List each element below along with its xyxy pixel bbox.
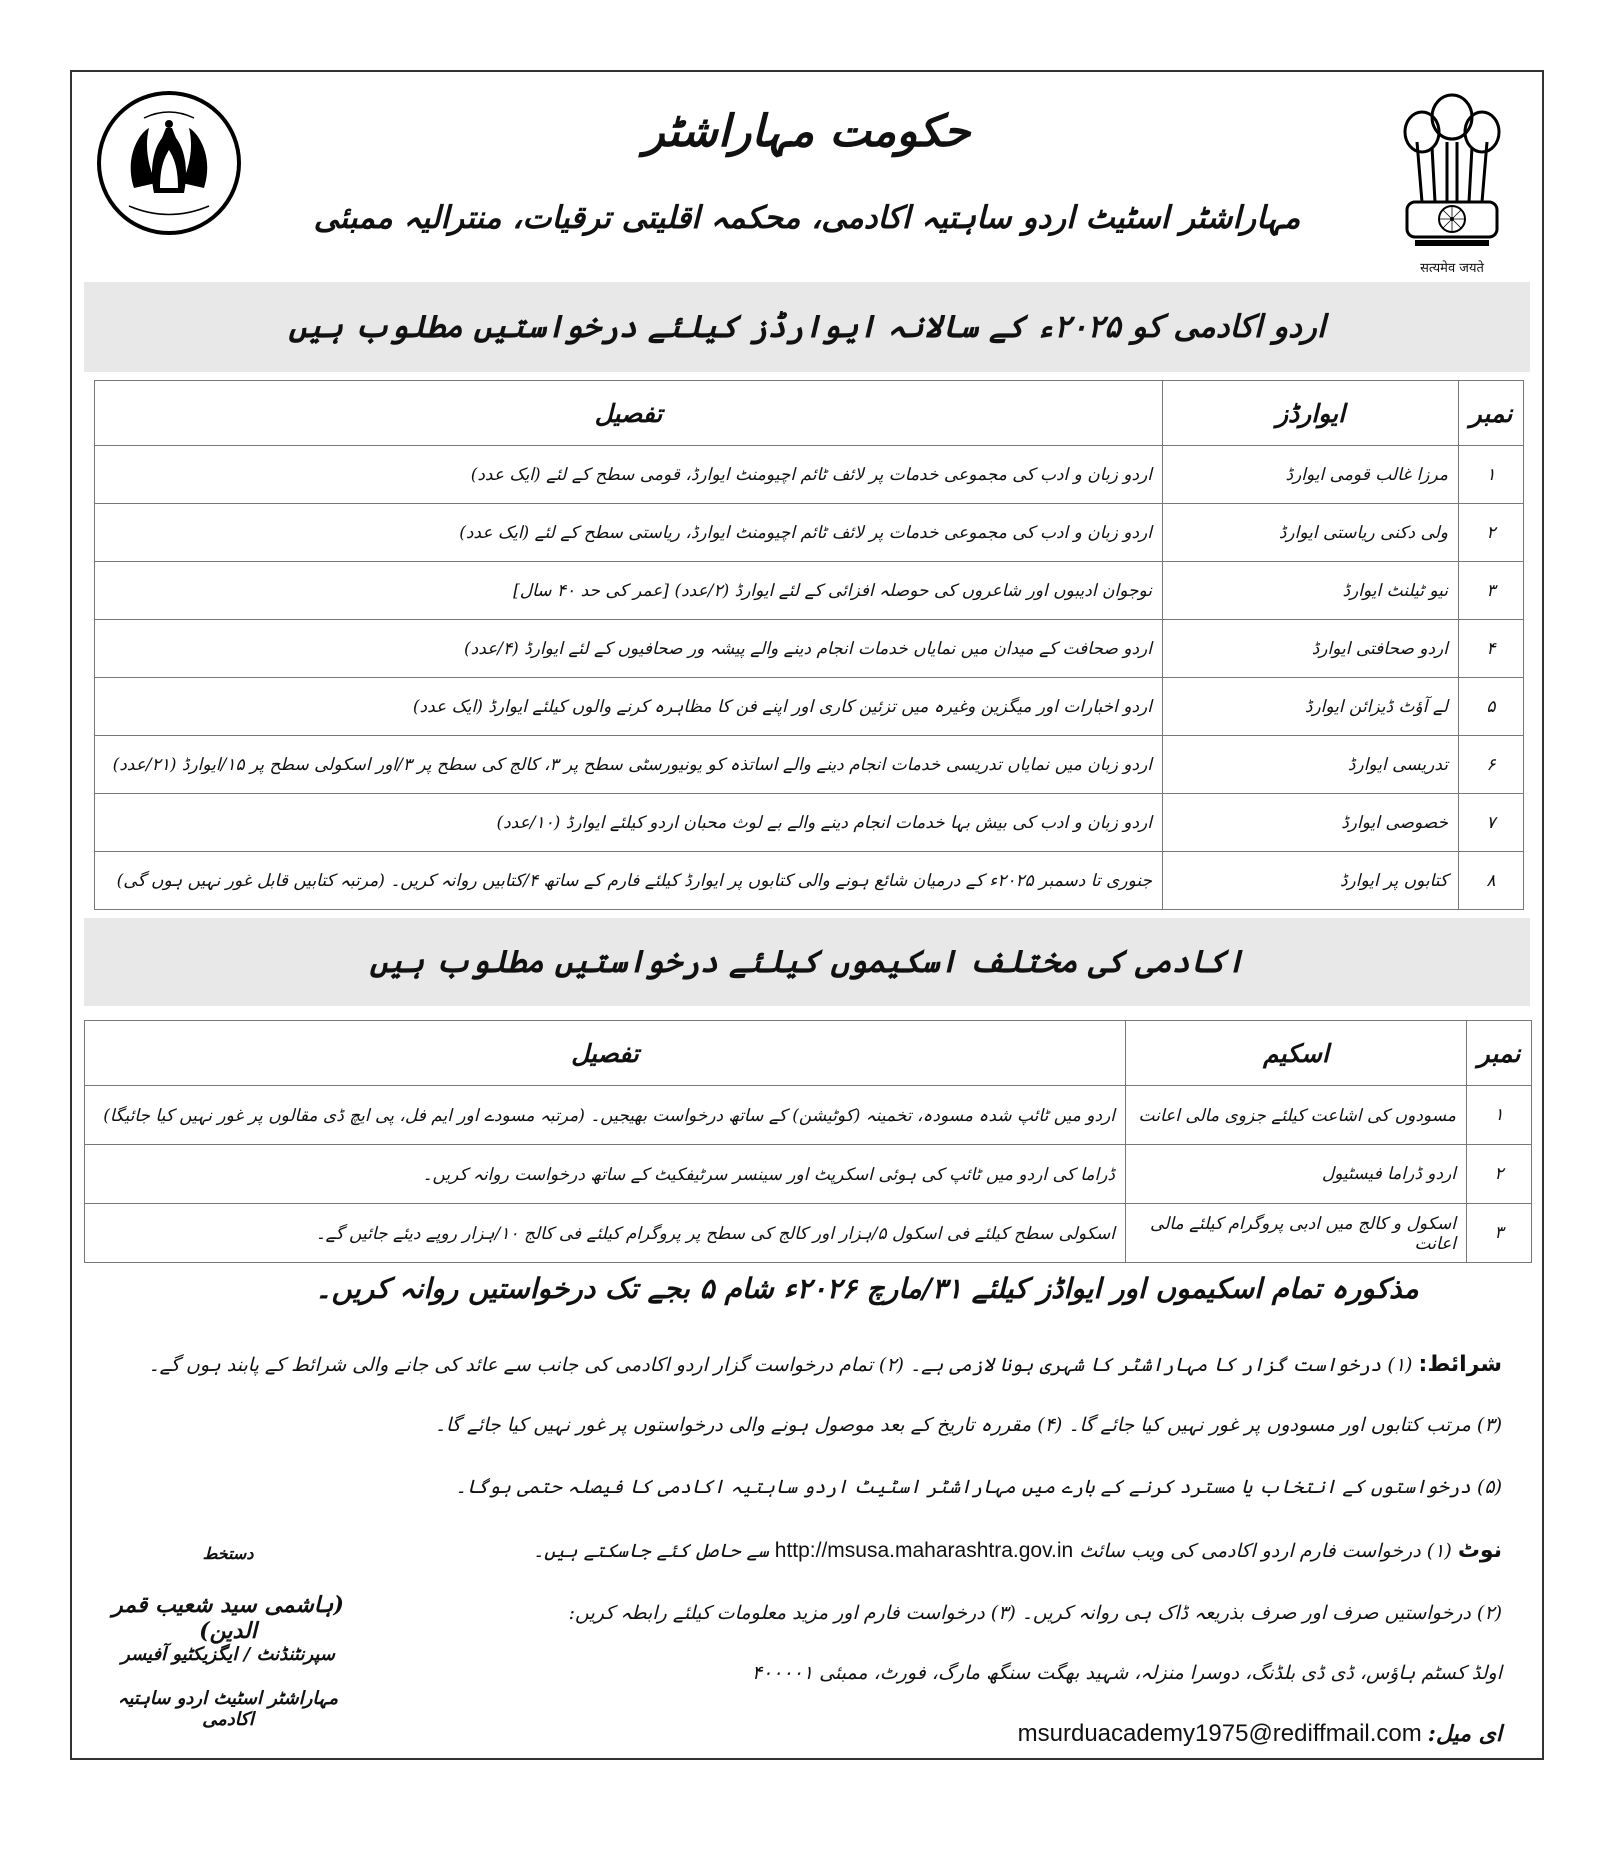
- contact-address: اولڈ کسٹم ہاؤس، ڈی ڈی بلڈنگ، دوسرا منزلہ، شہید بھگت سنگھ مارگ، فورٹ، ممبئی ۴۰۰۰۰۱: [751, 1662, 1502, 1684]
- table-row: [95, 852, 1524, 910]
- emblem-motto: सत्यमेव जयते: [1420, 261, 1484, 276]
- website-link[interactable]: http://msusa.maharashtra.gov.in: [774, 1539, 1074, 1562]
- schemes-table: [84, 1020, 1532, 1263]
- table-row: [95, 562, 1524, 620]
- table-row: [95, 794, 1524, 852]
- schemes-heading: اکادمی کی مختلف اسکیموں کیلئے درخواستیں مطلوب ہیں: [84, 918, 1530, 1006]
- table-row: [85, 1204, 1532, 1263]
- email-label: ای میل:: [1427, 1721, 1502, 1747]
- schemes-header-row: [85, 1021, 1532, 1086]
- award-detail: اردو زبان و ادب کی مجموعی خدمات پر لائف ٹائم اچیومنٹ ایوارڈ، ریاستی سطح کے لئے (ایک عدد): [95, 504, 1163, 562]
- award-detail: اردو زبان میں نمایاں تدریسی خدمات انجام دینے والے اساتذہ کو یونیورسٹی سطح پر ۳، کالج کی سطح پر ۳/اور اسکولی سطح پر ۱۵/ایوارڈ (۲۱/عدد): [95, 736, 1163, 794]
- scheme-detail: اردو میں ٹائپ شدہ مسودہ، تخمینہ (کوٹیشن) کے ساتھ درخواست بھیجیں۔ (مرتبہ مسودے اور ایم فل، پی ایچ ڈی مقالوں پر غور نہیں کیا جائیگا): [85, 1086, 1126, 1145]
- award-detail: نوجوان ادیبوں اور شاعروں کی حوصلہ افزائی کے لئے ایوارڈ (۲/عدد) [عمر کی حد ۴۰ سال]: [95, 562, 1163, 620]
- awards-heading: اردو اکادمی کو ۲۰۲۵ء کے سالانہ ایوارڈز کیلئے درخواستیں مطلوب ہیں: [84, 282, 1530, 372]
- table-row: [95, 736, 1524, 794]
- award-detail: اردو زبان و ادب کی بیش بہا خدمات انجام دینے والے بے لوث محبان اردو کیلئے ایوارڈ (۱۰/عدد): [95, 794, 1163, 852]
- awards-table: [94, 380, 1524, 910]
- page-subtitle: مہاراشٹر اسٹیٹ اردو ساہتیہ اکادمی، محکمہ اقلیتی ترقیات، منترالیہ ممبئی: [313, 200, 1301, 236]
- award-name: لے آؤٹ ڈیزائن ایوارڈ: [1163, 678, 1459, 736]
- deadline-notice: مذکورہ تمام اسکیموں اور ایواڈز کیلئے ۳۱/مارچ ۲۰۲۶ء شام ۵ بجے تک درخواستیں روانہ کریں۔: [315, 1272, 1419, 1305]
- table-row: [95, 504, 1524, 562]
- row-number: ۳: [1459, 562, 1524, 620]
- column-header-award: ایوارڈز: [1163, 381, 1459, 446]
- row-number: ۸: [1459, 852, 1524, 910]
- signatory-organization: مہاراشٹر اسٹیٹ اردو ساہتیہ اکادمی: [117, 1688, 339, 1730]
- award-name: کتابوں پر ایوارڈ: [1163, 852, 1459, 910]
- signatory-designation: سپرنٹنڈنٹ / ایگزیکٹیو آفیسر: [121, 1644, 335, 1665]
- award-detail: اردو زبان و ادب کی مجموعی خدمات پر لائف ٹائم اچیومنٹ ایوارڈ، قومی سطح کے لئے (ایک عدد): [95, 446, 1163, 504]
- conditions-label: شرائط:: [1418, 1352, 1502, 1377]
- column-header-scheme: اسکیم: [1126, 1021, 1467, 1086]
- table-row: [95, 446, 1524, 504]
- conditions-line-3: (۵) درخواستوں کے انتخاب یا مسترد کرنے کے بارے میں مہاراشٹر اسٹیٹ اردو ساہتیہ اکادمی کا فیصلہ حتمی ہوگا۔: [455, 1476, 1502, 1498]
- row-number: ۶: [1459, 736, 1524, 794]
- note-text-after: سے حاصل کئے جاسکتے ہیں۔: [533, 1540, 769, 1562]
- row-number: ۷: [1459, 794, 1524, 852]
- award-name: تدریسی ایوارڈ: [1163, 736, 1459, 794]
- row-number: ۱: [1459, 446, 1524, 504]
- scheme-name: اسکول و کالج میں ادبی پروگرام کیلئے مالی اعانت: [1126, 1204, 1467, 1263]
- scheme-detail: اسکولی سطح کیلئے فی اسکول ۵/ہزار اور کالج کی سطح پر پروگرام کیلئے فی کالج ۱۰/ہزار روپے دیئے جائیں گے۔: [85, 1204, 1126, 1263]
- ashoka-emblem: [1392, 82, 1512, 282]
- lion-capital-icon: [1397, 82, 1507, 252]
- awards-header-row: [95, 381, 1524, 446]
- scheme-name: اردو ڈراما فیسٹیول: [1126, 1145, 1467, 1204]
- award-detail: اردو صحافت کے میدان میں نمایاں خدمات انجام دینے والے پیشہ ور صحافیوں کے لئے ایوارڈ (۴/عدد): [95, 620, 1163, 678]
- scheme-name: مسودوں کی اشاعت کیلئے جزوی مالی اعانت: [1126, 1086, 1467, 1145]
- note-line-1: [533, 1538, 1502, 1563]
- award-name: مرزا غالب قومی ایوارڈ: [1163, 446, 1459, 504]
- note-text-before: (۱) درخواست فارم اردو اکادمی کی ویب سائٹ: [1079, 1540, 1452, 1562]
- row-number: ۲: [1459, 504, 1524, 562]
- conditions-line-2: (۳) مرتب کتابوں اور مسودوں پر غور نہیں کیا جائے گا۔ (۴) مقررہ تاریخ کے بعد موصول ہونے والی درخواستوں پر غور نہیں کیا جائے گا۔: [434, 1414, 1502, 1436]
- scheme-detail: ڈراما کی اردو میں ٹائپ کی ہوئی اسکرپٹ اور سینسر سرٹیفکیٹ کے ساتھ درخواست روانہ کریں۔: [85, 1145, 1126, 1204]
- conditions-line-1: [149, 1352, 1502, 1377]
- conditions-text-1: (۱) درخواست گزار کا مہاراشٹر کا شہری ہونا لازمی ہے۔ (۲) تمام درخواست گزار اردو اکادمی کی جانب سے عائد کی جانے والی شرائط کے پابند ہوں گے۔: [148, 1354, 1413, 1376]
- contact-email-line: [1018, 1720, 1502, 1748]
- row-number: ۴: [1459, 620, 1524, 678]
- table-row: [95, 620, 1524, 678]
- advertisement-frame: [70, 70, 1544, 1760]
- row-number: ۵: [1459, 678, 1524, 736]
- column-header-number: نمبر: [1467, 1021, 1532, 1086]
- signature-label: دستخط: [202, 1544, 254, 1563]
- row-number: ۱: [1467, 1086, 1532, 1145]
- note-line-2: (۲) درخواستیں صرف اور صرف بذریعہ ڈاک ہی روانہ کریں۔ (۳) درخواست فارم اور مزید معلومات کیلئے رابطہ کریں:: [568, 1602, 1502, 1624]
- email-link[interactable]: msurduacademy1975@rediffmail.com: [1017, 1720, 1422, 1747]
- note-label: نوٹ: [1457, 1538, 1502, 1563]
- row-number: ۲: [1467, 1145, 1532, 1204]
- row-number: ۳: [1467, 1204, 1532, 1263]
- table-row: [95, 678, 1524, 736]
- award-name: خصوصی ایوارڈ: [1163, 794, 1459, 852]
- column-header-number: نمبر: [1459, 381, 1524, 446]
- urdu-academy-logo: [94, 88, 244, 238]
- page-title: حکومت مہاراشٹر: [643, 106, 971, 157]
- table-row: [85, 1086, 1532, 1145]
- column-header-detail: تفصیل: [85, 1021, 1126, 1086]
- column-header-detail: تفصیل: [95, 381, 1163, 446]
- signatory-name: (ہاشمی سید شعیب قمر الدین): [112, 1592, 344, 1644]
- award-name: نیو ٹیلنٹ ایوارڈ: [1163, 562, 1459, 620]
- table-row: [85, 1145, 1532, 1204]
- award-name: اردو صحافتی ایوارڈ: [1163, 620, 1459, 678]
- award-detail: جنوری تا دسمبر ۲۰۲۵ء کے درمیان شائع ہونے والی کتابوں پر ایوارڈ کیلئے فارم کے ساتھ ۴/کتابیں روانہ کریں۔ (مرتبہ کتابیں قابل غور نہیں ہوں گی): [95, 852, 1163, 910]
- award-detail: اردو اخبارات اور میگزین وغیرہ میں تزئین کاری اور اپنے فن کا مظاہرہ کرنے والوں کیلئے ایوارڈ (ایک عدد): [95, 678, 1163, 736]
- academy-seal-icon: [94, 88, 244, 238]
- award-name: ولی دکنی ریاستی ایوارڈ: [1163, 504, 1459, 562]
